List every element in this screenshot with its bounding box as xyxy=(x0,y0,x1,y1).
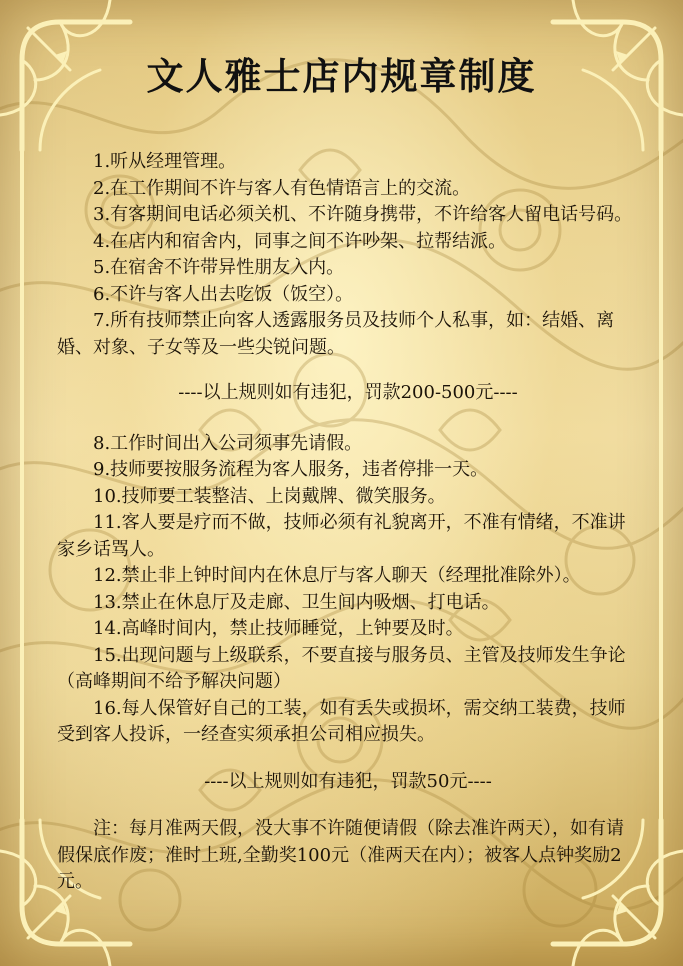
penalty-notice-2: ----以上规则如有违犯，罚款50元---- xyxy=(204,770,492,792)
rule-item: 3.有客期间电话必须关机、不许随身携带，不许给客人留电话号码。 xyxy=(93,204,633,225)
rule-item: 5.在宿舍不许带异性朋友入内。 xyxy=(93,257,345,278)
rule-item: 8.工作时间出入公司须事先请假。 xyxy=(93,432,363,454)
rules-body xyxy=(57,149,639,896)
page-title: 文人雅士店内规章制度 xyxy=(146,54,537,98)
rule-item: 6.不许与客人出去吃饭（饭空）。 xyxy=(93,283,354,305)
penalty-notice-1: ----以上规则如有违犯，罚款200-500元---- xyxy=(178,382,518,403)
rule-item: 11.客人要是疗而不做，技师必须有礼貌离开，不准有情绪，不准讲家乡话骂人。 xyxy=(57,512,626,560)
rule-item: 9.技师要按服务流程为客人服务，违者停排一天。 xyxy=(93,459,489,480)
rule-item: 2.在工作期间不许与客人有色情语言上的交流。 xyxy=(93,177,471,199)
rule-item: 12.禁止非上钟时间内在休息厅与客人聊天（经理批准除外）。 xyxy=(93,565,581,586)
rule-item: 7.所有技师禁止向客人透露服务员及技师个人私事，如：结婚、离婚、对象、子女等及一些尖锐问题。 xyxy=(57,310,615,358)
rule-item: 15.出现问题与上级联系，不要直接与服务员、主管及技师发生争论（高峰期间不给予解决问题） xyxy=(57,644,626,692)
rule-item: 14.高峰时间内，禁止技师睡觉，上钟要及时。 xyxy=(93,618,464,639)
rule-item: 4.在店内和宿舍内，同事之间不许吵架、拉帮结派。 xyxy=(93,230,507,252)
leave-note: 注：每月准两天假，没大事不许随便请假（除去准许两天），如有请假保底作废；准时上班,全勤奖100元（准两天在内）；被客人点钟奖励2元。 xyxy=(57,818,624,892)
rule-item: 1.听从经理管理。 xyxy=(93,151,237,172)
rule-item: 10.技师要工装整洁、上岗戴牌、微笑服务。 xyxy=(93,485,446,507)
rule-item: 16.每人保管好自己的工装，如有丢失或损坏，需交纳工装费，技师受到客人投诉，一经查实须承担公司相应损失。 xyxy=(57,697,626,745)
rule-item: 13.禁止在休息厅及走廊、卫生间内吸烟、打电话。 xyxy=(93,591,500,613)
